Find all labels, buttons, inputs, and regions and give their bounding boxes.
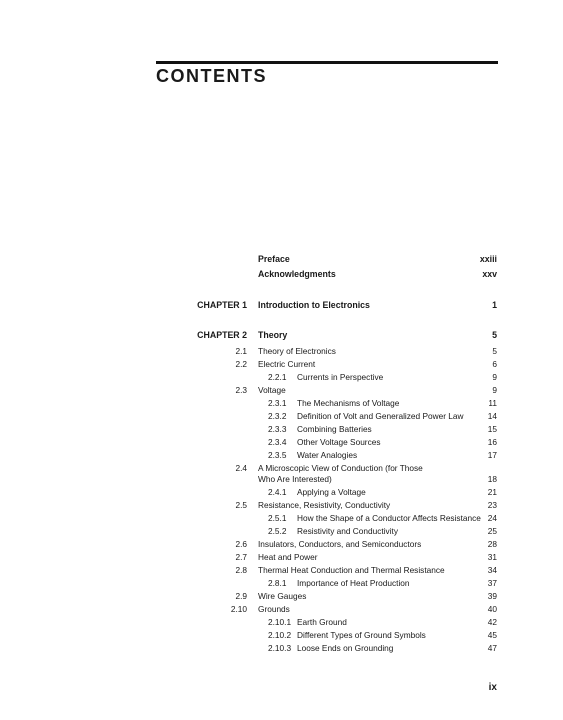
toc-entry-2-10-1[interactable] xyxy=(0,616,563,629)
entry-page: xxiii xyxy=(479,254,497,264)
entry-number: 2.2 xyxy=(235,359,247,369)
entry-page: 45 xyxy=(487,630,497,640)
toc-entry-2-3-2[interactable] xyxy=(0,410,563,423)
entry-title: Theory xyxy=(258,330,288,340)
entry-title: Preface xyxy=(258,254,290,264)
entry-number: 2.4 xyxy=(235,463,247,473)
entry-number: 2.3.3 xyxy=(268,424,287,434)
toc-entry-2-3-1[interactable] xyxy=(0,397,563,410)
entry-title: The Mechanisms of Voltage xyxy=(297,398,400,408)
toc-entry-2-7[interactable] xyxy=(0,551,563,564)
entry-title: Water Analogies xyxy=(297,450,358,460)
toc-entry-2-5-1[interactable] xyxy=(0,512,563,525)
toc-entry-2-1[interactable] xyxy=(0,345,563,358)
entry-page: 17 xyxy=(487,450,497,460)
entry-page: xxv xyxy=(482,269,497,279)
entry-title: Definition of Volt and Generalized Power Law xyxy=(297,411,464,421)
entry-page: 39 xyxy=(487,591,497,601)
entry-title: Different Types of Ground Symbols xyxy=(297,630,426,640)
toc-entry-chapter-2[interactable] xyxy=(0,329,563,342)
entry-page: 24 xyxy=(487,513,497,523)
toc-entry-2-2-1[interactable] xyxy=(0,371,563,384)
entry-page: 28 xyxy=(487,539,497,549)
entry-page: 9 xyxy=(492,372,497,382)
entry-page: 15 xyxy=(487,424,497,434)
entry-title: Loose Ends on Grounding xyxy=(297,643,394,653)
entry-title: Acknowledgments xyxy=(258,269,336,279)
page-title: CONTENTS xyxy=(156,66,267,86)
entry-page: 11 xyxy=(488,398,497,408)
entry-number: 2.3.2 xyxy=(268,411,287,421)
entry-title: How the Shape of a Conductor Affects Resistance xyxy=(297,513,481,523)
entry-number: 2.6 xyxy=(235,539,247,549)
page-number: ix xyxy=(488,682,497,693)
toc-entry-preface[interactable] xyxy=(0,253,563,266)
toc-entry-2-5[interactable] xyxy=(0,499,563,512)
toc-entry-chapter-1[interactable] xyxy=(0,299,563,312)
entry-title: Wire Gauges xyxy=(258,591,307,601)
entry-number: 2.5.2 xyxy=(268,526,287,536)
entry-title: Resistance, Resistivity, Conductivity xyxy=(258,500,391,510)
entry-number: 2.10 xyxy=(230,604,247,614)
entry-page: 6 xyxy=(492,359,497,369)
entry-page: 42 xyxy=(487,617,497,627)
entry-title: Combining Batteries xyxy=(297,424,372,434)
entry-number: 2.10.1 xyxy=(268,617,292,627)
toc-entry-2-3[interactable] xyxy=(0,384,563,397)
entry-page: 37 xyxy=(487,578,497,588)
entry-title: Currents in Perspective xyxy=(297,372,384,382)
entry-title: Resistivity and Conductivity xyxy=(297,526,398,536)
entry-title: Electric Current xyxy=(258,359,316,369)
toc-entry-2-3-5[interactable] xyxy=(0,449,563,462)
entry-page: 34 xyxy=(487,565,497,575)
toc-entry-acknowledgments[interactable] xyxy=(0,268,563,281)
entry-number: 2.10.2 xyxy=(268,630,292,640)
entry-title: Theory of Electronics xyxy=(258,346,336,356)
entry-title: Earth Ground xyxy=(297,617,347,627)
entry-page: 31 xyxy=(487,552,497,562)
entry-number: 2.1 xyxy=(235,346,247,356)
entry-page: 47 xyxy=(487,643,497,653)
entry-number: 2.5 xyxy=(235,500,247,510)
toc-entry-2-10[interactable] xyxy=(0,603,563,616)
entry-number: 2.8 xyxy=(235,565,247,575)
entry-title: Insulators, Conductors, and Semiconductors xyxy=(258,539,422,549)
toc-entry-2-8-1[interactable] xyxy=(0,577,563,590)
entry-number: 2.10.3 xyxy=(268,643,292,653)
entry-page: 5 xyxy=(492,346,497,356)
entry-number: 2.5.1 xyxy=(268,513,287,523)
entry-title-continued: Who Are Interested) xyxy=(258,474,332,484)
entry-title: A Microscopic View of Conduction (for Those xyxy=(258,463,423,473)
toc-entry-2-6[interactable] xyxy=(0,538,563,551)
toc-entry-2-2[interactable] xyxy=(0,358,563,371)
entry-page: 16 xyxy=(487,437,497,447)
entry-number: 2.4.1 xyxy=(268,487,287,497)
toc-entry-2-3-4[interactable] xyxy=(0,436,563,449)
entry-number: 2.9 xyxy=(235,591,247,601)
entry-title: Voltage xyxy=(258,385,286,395)
entry-title: Heat and Power xyxy=(258,552,318,562)
entry-page: 25 xyxy=(487,526,497,536)
entry-number: 2.3 xyxy=(235,385,247,395)
entry-page: 5 xyxy=(492,330,497,340)
entry-page: 1 xyxy=(492,300,497,310)
entry-title: Importance of Heat Production xyxy=(297,578,410,588)
entry-page: 40 xyxy=(487,604,497,614)
toc-entry-2-4-1[interactable] xyxy=(0,486,563,499)
entry-title: Grounds xyxy=(258,604,290,614)
toc-entry-2-3-3[interactable] xyxy=(0,423,563,436)
entry-number: 2.3.5 xyxy=(268,450,287,460)
entry-page: 9 xyxy=(492,385,497,395)
entry-title: Introduction to Electronics xyxy=(258,300,370,310)
entry-page: 21 xyxy=(487,487,497,497)
entry-page: 14 xyxy=(487,411,497,421)
entry-page: 23 xyxy=(487,500,497,510)
toc-entry-2-8[interactable] xyxy=(0,564,563,577)
entry-page: 18 xyxy=(487,474,497,484)
entry-title: Applying a Voltage xyxy=(297,487,366,497)
entry-number: 2.3.4 xyxy=(268,437,287,447)
entry-number: CHAPTER 1 xyxy=(197,300,247,310)
entry-number: 2.8.1 xyxy=(268,578,287,588)
entry-number: 2.2.1 xyxy=(268,372,287,382)
toc-entry-2-5-2[interactable] xyxy=(0,525,563,538)
entry-title: Thermal Heat Conduction and Thermal Resistance xyxy=(258,565,445,575)
entry-number: 2.7 xyxy=(235,552,247,562)
entry-title: Other Voltage Sources xyxy=(297,437,381,447)
entry-number: CHAPTER 2 xyxy=(197,330,247,340)
entry-number: 2.3.1 xyxy=(268,398,287,408)
toc-entry-2-9[interactable] xyxy=(0,590,563,603)
toc-entry-2-10-3[interactable] xyxy=(0,642,563,655)
toc-entry-2-4-continued[interactable] xyxy=(0,473,563,486)
toc-entry-2-10-2[interactable] xyxy=(0,629,563,642)
